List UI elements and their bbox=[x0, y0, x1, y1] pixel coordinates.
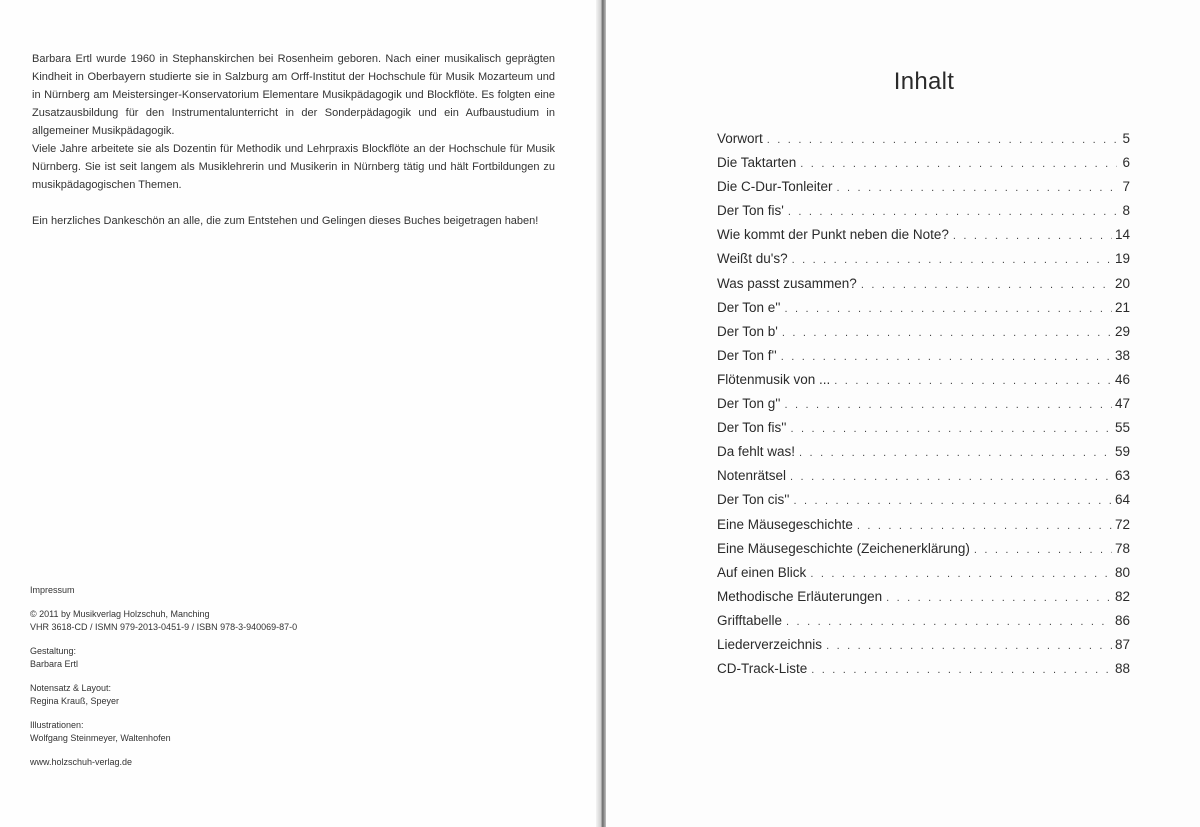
toc-dot-leader bbox=[811, 664, 1112, 676]
toc-entry-page-number: 38 bbox=[1114, 347, 1130, 363]
toc-entry[interactable] bbox=[717, 372, 1130, 396]
table-of-contents bbox=[717, 131, 1130, 685]
layout-label: Notensatz & Layout: bbox=[30, 682, 112, 693]
toc-entry-title: Der Ton fis' bbox=[717, 203, 784, 219]
toc-dot-leader bbox=[784, 399, 1112, 411]
toc-dot-leader bbox=[788, 206, 1117, 218]
toc-entry-page-number: 7 bbox=[1122, 179, 1130, 195]
toc-entry-page-number: 20 bbox=[1114, 275, 1130, 291]
bio-paragraph: Barbara Ertl wurde 1960 in Stephanskirchen bei Rosenheim geboren. Nach einer musikalisch geprägten Kindheit in Oberbayern studierte sie in Salzburg am Orff-Institut der Hochschule für Musik Mozarteum und in Nürnberg am Meistersinger-Konservatorium Elementare Musikpädagogik und Blockflöte. Es folgten eine Zusatzausbildung für den Instrumentalunterricht in der Sonderpädagogik und ein Aufbaustudium in allgemeiner Musikpädagogik. bbox=[32, 53, 555, 137]
toc-entry[interactable] bbox=[717, 155, 1130, 179]
toc-entry-page-number: 82 bbox=[1114, 588, 1130, 604]
toc-entry[interactable] bbox=[717, 324, 1130, 348]
toc-dot-leader bbox=[781, 351, 1112, 363]
toc-dot-leader bbox=[826, 640, 1112, 652]
toc-dot-leader bbox=[799, 447, 1112, 459]
toc-entry[interactable] bbox=[717, 613, 1130, 637]
toc-entry-page-number: 88 bbox=[1114, 661, 1130, 677]
toc-entry-title: Die C-Dur-Tonleiter bbox=[717, 179, 833, 195]
toc-entry-title: Der Ton e'' bbox=[717, 299, 781, 315]
toc-entry-title: Wie kommt der Punkt neben die Note? bbox=[717, 227, 949, 243]
illustrations-label: Illustrationen: bbox=[30, 719, 84, 730]
toc-dot-leader bbox=[834, 375, 1112, 387]
toc-entry-page-number: 46 bbox=[1114, 371, 1130, 387]
toc-dot-leader bbox=[767, 134, 1117, 146]
toc-title: Inhalt bbox=[893, 68, 955, 96]
toc-entry-title: Der Ton b' bbox=[717, 323, 778, 339]
toc-entry-page-number: 5 bbox=[1122, 131, 1130, 146]
layout-name: Regina Krauß, Speyer bbox=[30, 696, 120, 706]
toc-entry-page-number: 47 bbox=[1114, 396, 1130, 412]
toc-dot-leader bbox=[792, 254, 1112, 266]
toc-dot-leader bbox=[786, 616, 1112, 628]
thanks-text: Ein herzliches Dankeschön an alle, die zum Entstehen und Gelingen dieses Buches beigetragen haben! bbox=[32, 215, 539, 227]
toc-dot-leader bbox=[886, 592, 1112, 604]
toc-entry-page-number: 80 bbox=[1114, 564, 1130, 580]
toc-entry[interactable] bbox=[717, 251, 1130, 275]
toc-entry-title: Liederverzeichnis bbox=[717, 636, 823, 652]
toc-entry-title: Eine Mäusegeschichte bbox=[717, 516, 853, 532]
toc-entry-title: CD-Track-Liste bbox=[717, 661, 808, 677]
toc-entry-page-number: 59 bbox=[1114, 444, 1130, 460]
isbn-numbers: VHR 3618-CD / ISMN 979-2013-0451-9 / ISBN 978-3-940069-87-0 bbox=[30, 622, 298, 632]
toc-dot-leader bbox=[790, 423, 1112, 435]
toc-dot-leader bbox=[857, 520, 1112, 532]
toc-entry[interactable] bbox=[717, 589, 1130, 613]
toc-entry-page-number: 87 bbox=[1114, 636, 1130, 652]
toc-entry-page-number: 64 bbox=[1114, 492, 1130, 508]
toc-entry-title: Notenrätsel bbox=[717, 468, 787, 484]
toc-entry-title: Der Ton cis'' bbox=[717, 492, 790, 508]
toc-dot-leader bbox=[784, 303, 1112, 315]
toc-entry[interactable] bbox=[717, 300, 1130, 324]
toc-entry-title: Eine Mäusegeschichte (Zeichenerklärung) bbox=[717, 540, 970, 556]
toc-entry-title: Auf einen Blick bbox=[717, 564, 807, 580]
illustrations-name: Wolfgang Steinmeyer, Waltenhofen bbox=[30, 733, 171, 743]
toc-entry-title: Der Ton f'' bbox=[717, 347, 777, 363]
toc-dot-leader bbox=[782, 327, 1112, 339]
design-name: Barbara Ertl bbox=[30, 659, 79, 669]
toc-entry-title: Da fehlt was! bbox=[717, 444, 796, 460]
toc-entry-title: Der Ton fis'' bbox=[717, 420, 787, 436]
toc-entry-page-number: 63 bbox=[1114, 468, 1130, 484]
toc-entry[interactable] bbox=[717, 468, 1130, 492]
toc-entry-page-number: 72 bbox=[1114, 516, 1130, 532]
toc-entry[interactable] bbox=[717, 661, 1130, 685]
toc-entry[interactable] bbox=[717, 179, 1130, 203]
author-bio bbox=[32, 50, 555, 230]
toc-entry-page-number: 8 bbox=[1122, 203, 1130, 219]
toc-entry[interactable] bbox=[717, 396, 1130, 420]
toc-entry-page-number: 21 bbox=[1114, 299, 1130, 315]
imprint-heading: Impressum bbox=[30, 585, 75, 595]
imprint bbox=[30, 584, 430, 779]
toc-entry[interactable] bbox=[717, 276, 1130, 300]
toc-dot-leader bbox=[974, 544, 1112, 556]
toc-dot-leader bbox=[790, 471, 1112, 483]
toc-entry[interactable] bbox=[717, 492, 1130, 516]
toc-dot-leader bbox=[793, 495, 1112, 507]
toc-entry-title: Was passt zusammen? bbox=[717, 275, 857, 291]
toc-dot-leader bbox=[800, 158, 1117, 170]
toc-entry-page-number: 55 bbox=[1114, 420, 1130, 436]
toc-entry-title: Der Ton g'' bbox=[717, 396, 781, 412]
toc-entry[interactable] bbox=[717, 227, 1130, 251]
toc-entry-page-number: 29 bbox=[1114, 323, 1130, 339]
toc-entry-title: Vorwort bbox=[717, 131, 763, 146]
toc-entry-page-number: 78 bbox=[1114, 540, 1130, 556]
toc-entry[interactable] bbox=[717, 348, 1130, 372]
toc-entry-title: Methodische Erläuterungen bbox=[717, 588, 883, 604]
toc-entry-title: Weißt du's? bbox=[717, 251, 788, 267]
toc-dot-leader bbox=[810, 568, 1112, 580]
toc-entry-title: Die Taktarten bbox=[717, 155, 797, 171]
toc-entry[interactable] bbox=[717, 444, 1130, 468]
toc-entry-page-number: 86 bbox=[1114, 612, 1130, 628]
bio-paragraph: Viele Jahre arbeitete sie als Dozentin für Methodik und Lehrpraxis Blockflöte an der Hochschule für Musik Nürnberg. Sie ist seit langem als Musiklehrerin und Musikerin in Nürnberg tätig und hält Fortbildungen zu musikpädagogischen Themen. bbox=[32, 143, 555, 191]
toc-entry-title: Grifftabelle bbox=[717, 612, 783, 628]
design-label: Gestaltung: bbox=[30, 645, 77, 656]
toc-entry[interactable] bbox=[717, 565, 1130, 589]
toc-entry[interactable] bbox=[717, 203, 1130, 227]
website-link[interactable]: www.holzschuh-verlag.de bbox=[30, 756, 133, 767]
toc-entry-page-number: 6 bbox=[1122, 155, 1130, 171]
toc-entry-title: Flötenmusik von ... bbox=[717, 371, 831, 387]
toc-entry[interactable] bbox=[717, 637, 1130, 661]
toc-entry[interactable] bbox=[717, 131, 1130, 155]
toc-entry[interactable] bbox=[717, 420, 1130, 444]
toc-entry[interactable] bbox=[717, 541, 1130, 565]
toc-dot-leader bbox=[861, 279, 1112, 291]
toc-entry-page-number: 14 bbox=[1114, 227, 1130, 243]
toc-entry[interactable] bbox=[717, 517, 1130, 541]
toc-dot-leader bbox=[953, 230, 1112, 242]
copyright: © 2011 by Musikverlag Holzschuh, Manching bbox=[30, 608, 210, 619]
toc-entry-page-number: 19 bbox=[1114, 251, 1130, 267]
toc-dot-leader bbox=[837, 182, 1117, 194]
